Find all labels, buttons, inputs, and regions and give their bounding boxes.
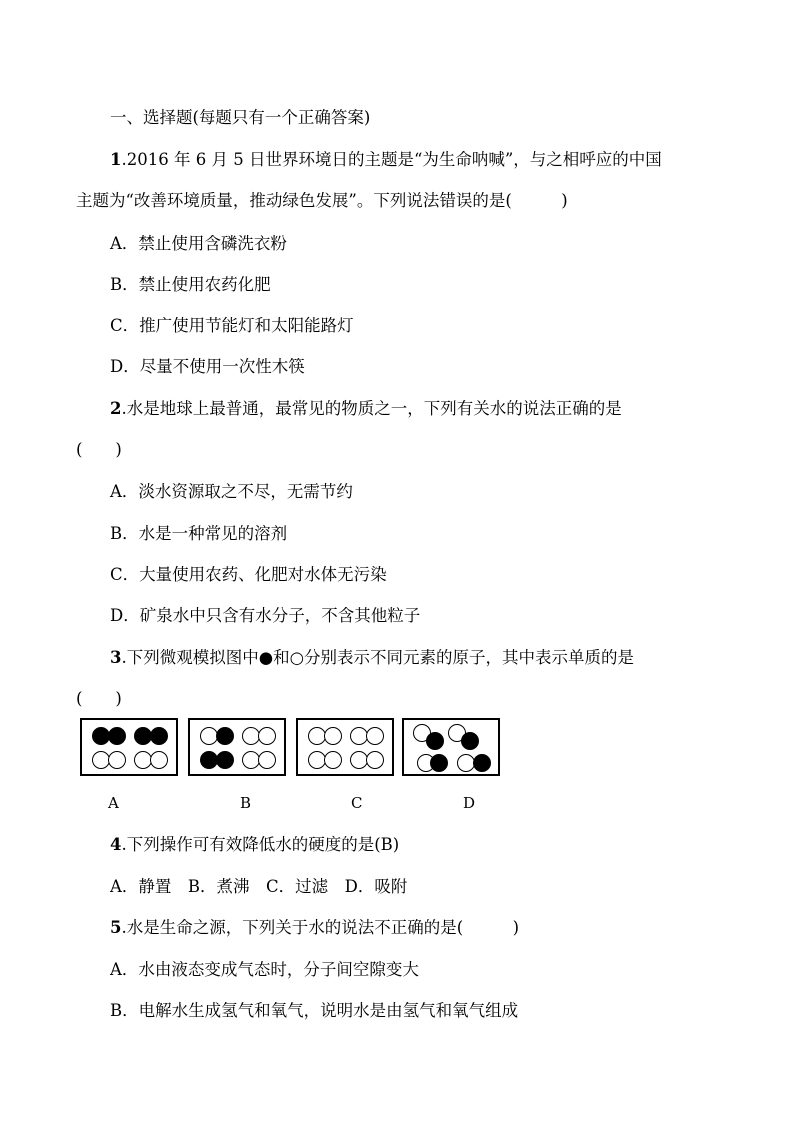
question-3-line-1: [110, 648, 634, 668]
question-5-number: 5: [110, 918, 122, 937]
filled-atom: [430, 754, 448, 772]
hollow-atom: [324, 727, 342, 745]
question-1-option-b: B．禁止使用农药化肥: [110, 275, 271, 294]
diagram-box-d: [402, 718, 500, 776]
molecule-diagrams: [80, 718, 510, 780]
question-1-text: .2016 年 6 月 5 日世界环境日的主题是“为生命呐喊”，与之相呼应的中国: [121, 150, 662, 169]
hollow-atom: [258, 727, 276, 745]
question-5-text: .水是生命之源，下列关于水的说法不正确的是( ): [121, 918, 520, 937]
question-2-line-1: [110, 399, 622, 419]
question-2-option-b: B．水是一种常见的溶剂: [110, 524, 288, 543]
diagram-label-a: A: [108, 794, 119, 812]
question-1-option-d: D．尽量不使用一次性木筷: [110, 357, 305, 376]
question-4-line-1: [110, 835, 399, 855]
question-2-option-d: D．矿泉水中只含有水分子，不含其他粒子: [110, 606, 421, 625]
question-5-option-a: A．水由液态变成气态时，分子间空隙变大: [110, 960, 419, 979]
filled-atom: [461, 732, 479, 750]
question-3-line-2: ( ): [76, 689, 122, 708]
filled-atom: [216, 751, 234, 769]
question-4-text: .下列操作可有效降低水的硬度的是(B): [121, 835, 400, 854]
diagram-box-b: [188, 718, 286, 776]
question-1-option-a: A．禁止使用含磷洗衣粉: [110, 234, 287, 253]
filled-atom: [150, 727, 168, 745]
question-4-number: 4: [110, 835, 122, 854]
filled-atom: [426, 732, 444, 750]
question-1-option-c: C．推广使用节能灯和太阳能路灯: [110, 316, 354, 335]
question-1-line-2: 主题为“改善环境质量，推动绿色发展”。下列说法错误的是( ): [76, 191, 568, 210]
question-3-text: .下列微观模拟图中●和○分别表示不同元素的原子，其中表示单质的是: [121, 648, 635, 667]
hollow-atom: [366, 751, 384, 769]
question-3-number: 3: [110, 648, 122, 667]
hollow-atom: [108, 751, 126, 769]
question-2-option-a: A．淡水资源取之不尽，无需节约: [110, 482, 353, 501]
filled-atom: [216, 727, 234, 745]
question-1-number: 1: [110, 150, 122, 169]
hollow-atom: [258, 751, 276, 769]
hollow-atom: [150, 751, 168, 769]
hollow-atom: [366, 727, 384, 745]
question-5-option-b: B．电解水生成氢气和氧气，说明水是由氢气和氧气组成: [110, 1001, 519, 1020]
question-2-line-2: ( ): [76, 440, 122, 459]
question-2-text: .水是地球上最普通，最常见的物质之一，下列有关水的说法正确的是: [121, 399, 622, 418]
filled-atom: [108, 727, 126, 745]
question-5-line-1: [110, 918, 519, 938]
diagram-label-b: B: [240, 794, 252, 812]
question-2-number: 2: [110, 399, 122, 418]
diagram-label-c: C: [351, 794, 363, 812]
diagram-box-c: [296, 718, 394, 776]
section-heading: 一、选择题(每题只有一个正确答案): [110, 108, 371, 127]
diagram-box-a: [80, 718, 178, 776]
question-2-option-c: C．大量使用农药、化肥对水体无污染: [110, 565, 387, 584]
question-4-options: A．静置 B．煮沸 C．过滤 D．吸附: [110, 877, 408, 896]
filled-atom: [473, 754, 491, 772]
hollow-atom: [324, 751, 342, 769]
diagram-label-d: D: [463, 794, 476, 812]
question-1-line-1: [110, 150, 662, 170]
